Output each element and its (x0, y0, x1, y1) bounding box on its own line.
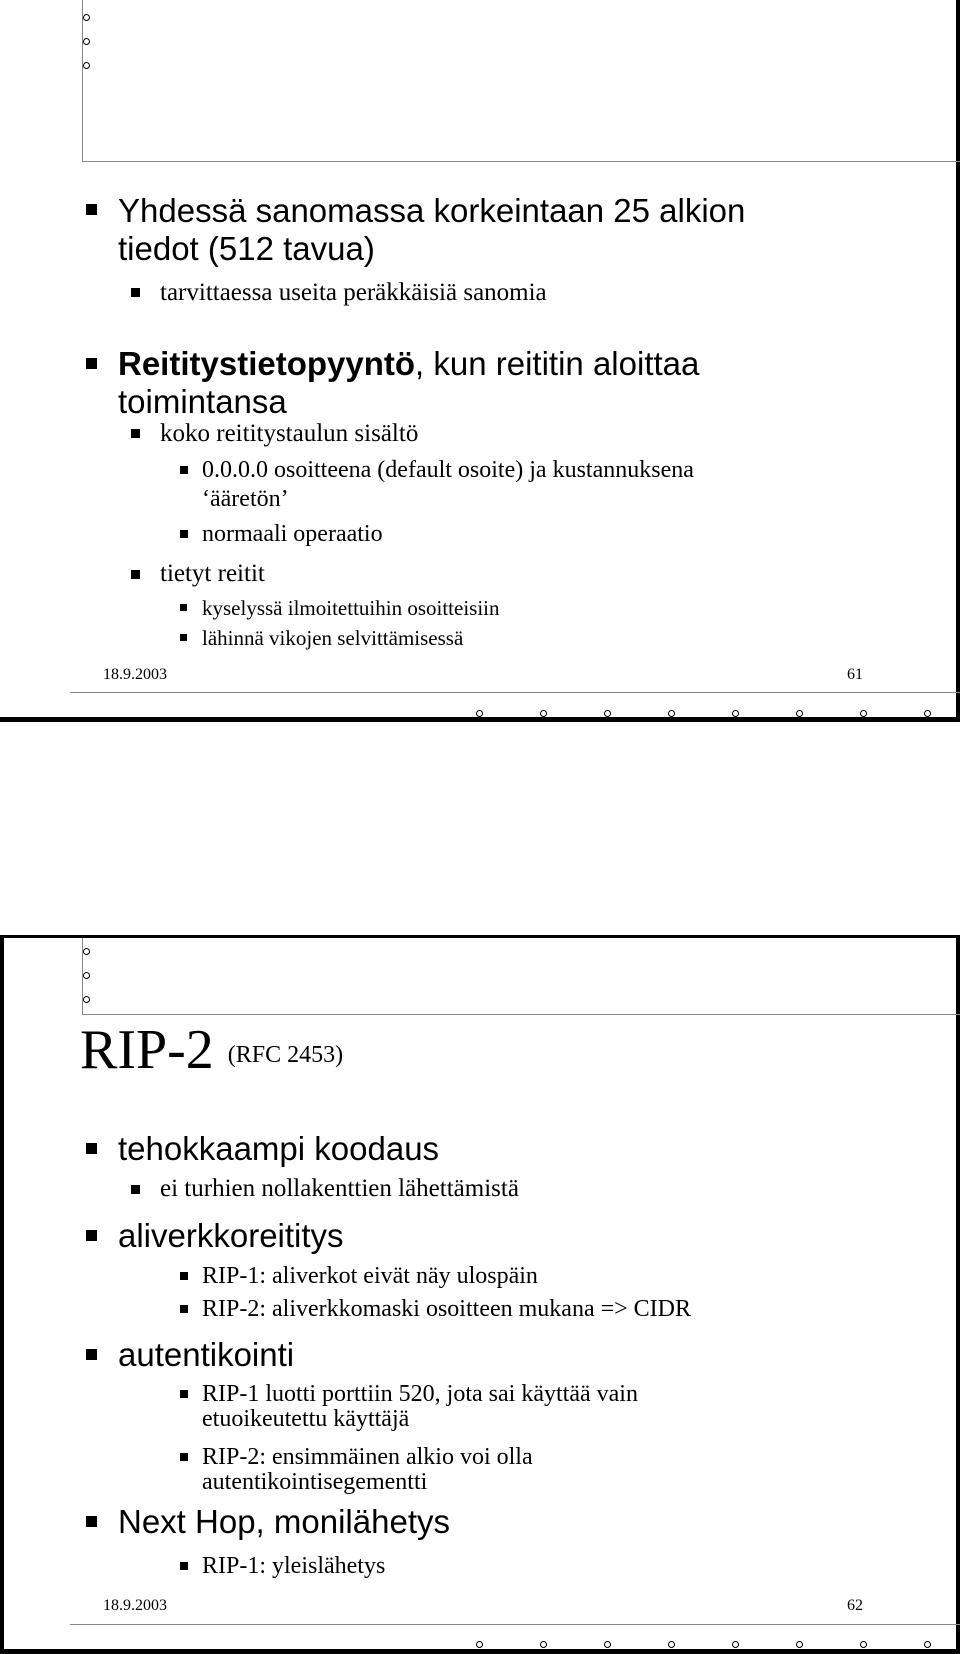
bullet-square (86, 358, 97, 369)
bullet-text: tarvittaessa useita peräkkäisiä sanomia (160, 279, 547, 306)
bullet-text: RIP-1 luotti porttiin 520, jota sai käyttää vain etuoikeutettu käyttäjä (202, 1381, 638, 1432)
bullet-square (180, 1453, 188, 1461)
decor-circle (476, 1641, 483, 1648)
bullet-text: kyselyssä ilmoitettuihin osoitteisiin (202, 596, 500, 620)
decor-circle (860, 710, 867, 717)
footer-area (70, 1624, 960, 1646)
bullet-text: RIP-2: ensimmäinen alkio voi olla autentikointisegementti (202, 1444, 533, 1495)
bullet-square (131, 1185, 140, 1194)
slide-title: RIP-2 (RFC 2453) (80, 1019, 344, 1081)
bullet-square (86, 1230, 97, 1241)
decor-circle (732, 710, 739, 717)
bullet-square (86, 1143, 97, 1154)
slide-61 (0, 0, 960, 722)
decor-circle (540, 710, 547, 717)
bullet-text: 0.0.0.0 osoitteena (default osoite) ja kustannuksena ‘ääretön’ (202, 457, 694, 512)
slide-62 (0, 935, 960, 1654)
slide-border-left (0, 935, 4, 1654)
decor-circle (540, 1641, 547, 1648)
bullet-text: aliverkkoreititys (118, 1217, 344, 1254)
bullet-text: autentikointi (118, 1336, 295, 1373)
decor-circle (604, 710, 611, 717)
bullet-text: tehokkaampi koodaus (118, 1130, 440, 1167)
decor-circle (860, 1641, 867, 1648)
page-number: 62 (847, 1597, 863, 1614)
bullet-text: Reititystietopyyntö, kun reititin aloittaa toimintansa (118, 345, 700, 420)
bullet-text: koko reititystaulun sisältö (160, 420, 419, 447)
title-area (82, 938, 960, 1015)
bold-term: Reititystietopyyntö (118, 345, 416, 382)
title-area (82, 0, 960, 162)
decor-circle (924, 710, 931, 717)
slide-border-bottom (0, 717, 960, 722)
slide-border-bottom (0, 1649, 960, 1654)
decor-circle (604, 1641, 611, 1648)
bullet-square (131, 570, 140, 579)
page-number: 61 (847, 666, 863, 683)
slide-date: 18.9.2003 (103, 666, 167, 683)
bullet-square (180, 1305, 188, 1313)
decor-circle (668, 710, 675, 717)
decor-circle (796, 710, 803, 717)
bullet-square (86, 204, 97, 215)
bullet-square (131, 288, 140, 297)
decor-circle (924, 1641, 931, 1648)
decor-circle (476, 710, 483, 717)
slide-subtitle: (RFC 2453) (227, 1042, 344, 1068)
slide-border-right (956, 935, 960, 1654)
bullet-text: RIP-1: yleislähetys (202, 1553, 386, 1579)
bullet-square (131, 429, 140, 438)
bullet-text: RIP-1: aliverkot eivät näy ulospäin (202, 1263, 538, 1289)
bullet-square (180, 1390, 188, 1398)
bullet-square (180, 1562, 188, 1570)
bullet-square (180, 1272, 188, 1280)
decor-circle (796, 1641, 803, 1648)
bullet-square (86, 1349, 97, 1360)
bullet-text: Next Hop, monilähetys (118, 1503, 450, 1540)
bullet-square (180, 634, 187, 641)
bullet-text: Yhdessä sanomassa korkeintaan 25 alkion tiedot (512 tavua) (118, 192, 746, 267)
bullet-text: ei turhien nollakenttien lähettämistä (160, 1175, 519, 1202)
footer-area (70, 692, 960, 714)
bullet-square (86, 1516, 97, 1527)
slide-date: 18.9.2003 (103, 1597, 167, 1614)
bullet-square (180, 604, 187, 611)
bullet-square (180, 466, 188, 474)
decor-circle (668, 1641, 675, 1648)
bullet-text: normaali operaatio (202, 521, 383, 547)
bullet-text: lähinnä vikojen selvittämisessä (202, 626, 464, 650)
bullet-text: tietyt reitit (160, 560, 265, 587)
bullet-text: RIP-2: aliverkkomaski osoitteen mukana => CIDR (202, 1296, 691, 1322)
decor-circle (732, 1641, 739, 1648)
bullet-square (180, 530, 188, 538)
